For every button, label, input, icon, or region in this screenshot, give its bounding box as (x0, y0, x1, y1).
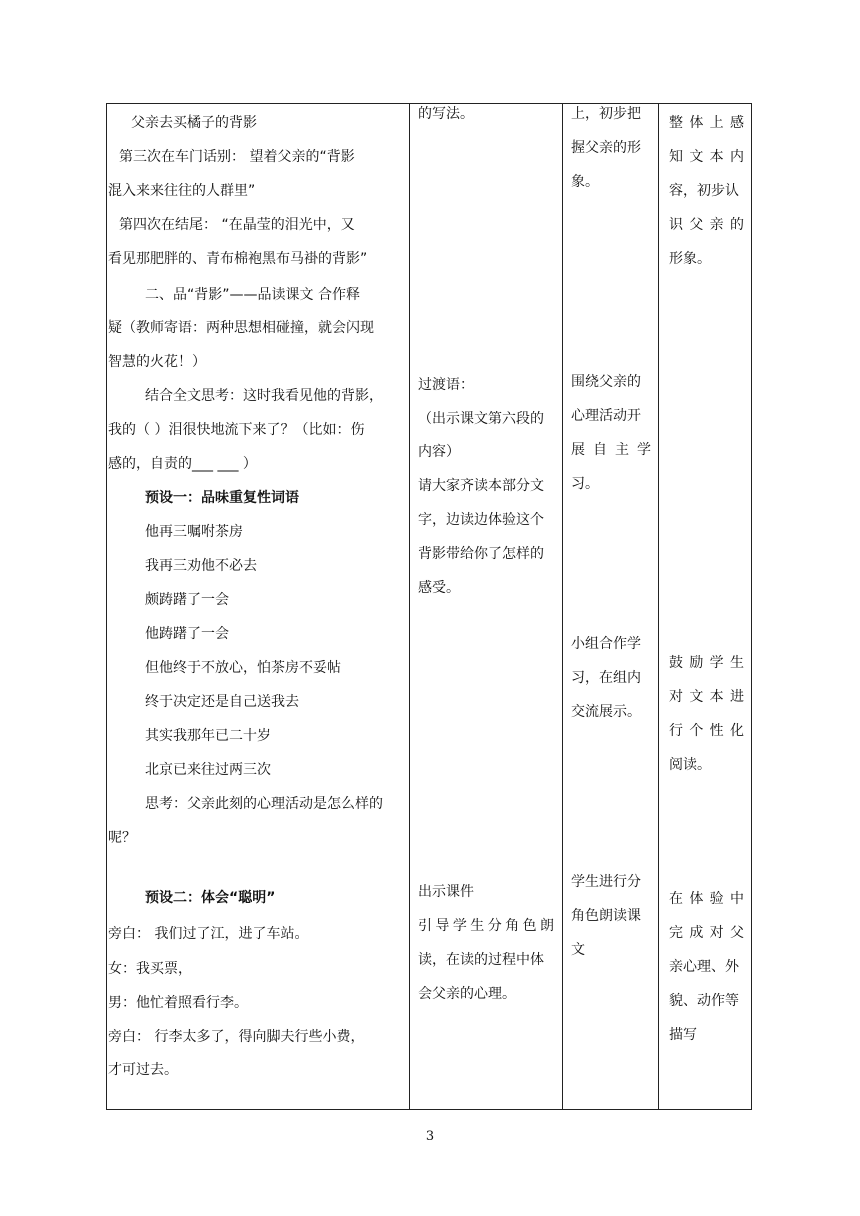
teacher-line: 内容） (418, 444, 460, 460)
teacher-line: 会父亲的心理。 (418, 986, 516, 1002)
preset-heading: 预设一：品味重复性词语 (145, 490, 299, 506)
intent-line: 描写 (669, 1027, 697, 1043)
student-line: 上，初步把 (571, 106, 641, 122)
content-line: 终于决定还是自己送我去 (145, 694, 299, 710)
student-line: 文 (571, 942, 585, 958)
student-line: 象。 (571, 174, 599, 190)
student-line: 习，在组内 (571, 670, 641, 686)
intent-line: 容，初步认 (669, 183, 739, 199)
content-line: 父亲去买橘子的背影 (131, 115, 257, 131)
intent-line: 行个性化 (669, 723, 744, 739)
teacher-line: （出示课文第六段的 (418, 411, 544, 427)
content-line: 他再三嘱咐茶房 (145, 524, 243, 540)
content-line: 结合全文思考：这时我看见他的背影， (145, 388, 383, 404)
content-line: 呢？ (108, 830, 136, 846)
lesson-plan-table (106, 103, 752, 1110)
teacher-line: 背影带给你了怎样的 (418, 546, 544, 562)
teacher-line: 出示课件 (418, 884, 474, 900)
intent-line: 整体上感 (669, 115, 744, 131)
teaching-content-column (107, 104, 409, 1109)
student-line: 习。 (571, 476, 599, 492)
intent-line: 形象。 (669, 251, 711, 267)
content-line: 二、品“背影”——品读课文 合作释 (145, 287, 360, 303)
teacher-line: 过渡语： (418, 377, 474, 393)
content-line: 女：我买票， (108, 961, 192, 977)
student-line: 心理活动开 (571, 408, 641, 424)
content-line: 第三次在车门话别： 望着父亲的“背影 (119, 149, 355, 165)
intent-line: 识父亲的 (669, 217, 744, 233)
content-line: 但他终于不放心，怕茶房不妥帖 (145, 660, 341, 676)
teacher-line: 请大家齐读本部分文 (418, 478, 544, 494)
student-line: 小组合作学 (571, 636, 641, 652)
intent-line: 貌、动作等 (669, 993, 739, 1009)
design-intent-column (659, 104, 752, 1109)
content-line: 看见那肥胖的、青布棉袍黑布马褂的背影” (108, 251, 368, 267)
teacher-line: 引导学生分角色朗 (418, 918, 554, 934)
content-line: 第四次在结尾： “在晶莹的泪光中，又 (119, 217, 355, 233)
preset-heading: 预设二：体会“聪明” (145, 890, 276, 906)
content-line: 混入来来往往的人群里” (108, 183, 256, 199)
content-line: 颇踌躇了一会 (145, 592, 229, 608)
student-line: 角色朗读课 (571, 908, 641, 924)
student-line: 交流展示。 (571, 704, 641, 720)
student-activity-column (563, 104, 658, 1109)
student-line: 围绕父亲的 (571, 374, 641, 390)
intent-line: 完成对父 (669, 925, 744, 941)
content-line: 才可过去。 (108, 1062, 178, 1078)
student-line: 展自主学 (571, 442, 651, 458)
page-number: 3 (425, 1129, 435, 1144)
teacher-line: 感受。 (418, 580, 460, 596)
intent-line: 在体验中 (669, 891, 744, 907)
intent-line: 对文本进 (669, 689, 744, 705)
content-line: 旁白： 我们过了江，进了车站。 (108, 926, 309, 942)
content-line: 我的（ ）泪很快地流下来了？（比如：伤 (108, 422, 365, 438)
content-line: 其实我那年已二十岁 (145, 728, 271, 744)
intent-line: 亲心理、外 (669, 959, 739, 975)
content-line: 智慧的火花！） (108, 354, 206, 370)
intent-line: 知文本内 (669, 149, 744, 165)
content-line: 我再三劝他不必去 (145, 558, 257, 574)
content-line: 男：他忙着照看行李。 (108, 995, 248, 1011)
content-line: 北京已来往过两三次 (145, 762, 271, 778)
content-line: 旁白： 行李太多了，得向脚夫行些小费， (108, 1029, 365, 1045)
student-line: 学生进行分 (571, 874, 641, 890)
content-line: 疑（教师寄语：两种思想相碰撞，就会闪现 (108, 320, 374, 336)
teacher-line: 字，边读边体验这个 (418, 512, 544, 528)
student-line: 握父亲的形 (571, 140, 641, 156)
teacher-line: 读，在读的过程中体 (418, 952, 544, 968)
content-line: 他踌躇了一会 (145, 626, 229, 642)
teacher-activity-column (410, 104, 562, 1109)
content-line: 思考：父亲此刻的心理活动是怎么样的 (145, 796, 383, 812)
intent-line: 阅读。 (669, 757, 711, 773)
teacher-line: 的写法。 (418, 106, 474, 122)
intent-line: 鼓励学生 (669, 655, 744, 671)
content-line: 感的，自责的___ ___ ） (108, 456, 257, 472)
